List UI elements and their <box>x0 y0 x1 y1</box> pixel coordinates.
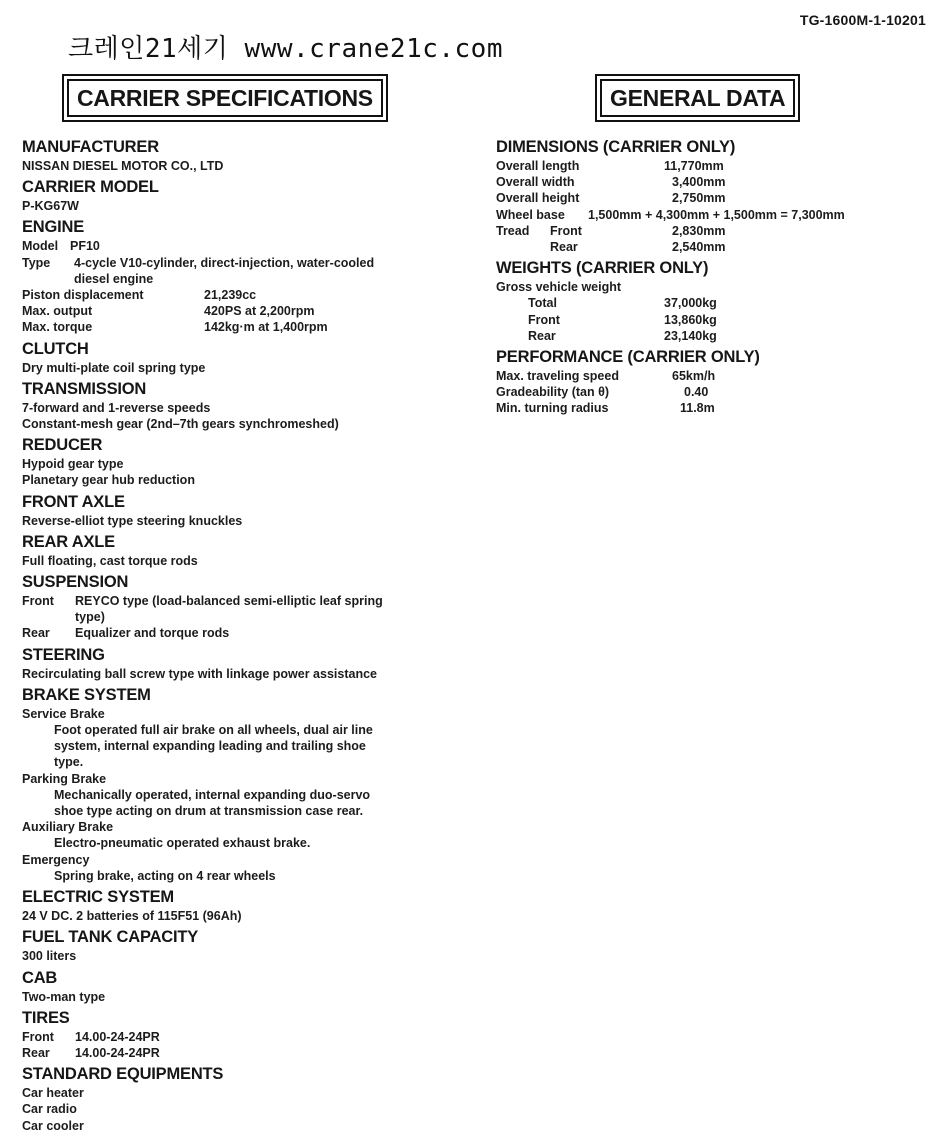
brake-description: Foot operated full air brake on all wheels, dual air line <box>54 723 373 738</box>
spec-value: 11,770mm <box>664 159 724 173</box>
tires-rear-row <box>22 1045 452 1061</box>
spec-value: 2,830mm <box>672 223 726 238</box>
spec-label: Total <box>528 296 557 311</box>
steering-section <box>22 645 452 682</box>
spec-label: Rear <box>22 626 50 641</box>
suspension-front-row-cont <box>22 609 452 625</box>
document-code: TG-1600M-1-10201 <box>799 12 926 28</box>
spec-value: 11.8m <box>680 401 715 416</box>
section-heading: STANDARD EQUIPMENTS <box>22 1065 224 1084</box>
spec-label: Gross vehicle weight <box>496 280 622 295</box>
section-heading: CARRIER MODEL <box>22 178 159 197</box>
spacer <box>496 239 550 255</box>
weights-section <box>496 258 916 344</box>
spec-value: Equalizer and torque rods <box>75 626 230 641</box>
spec-label: Wheel base <box>496 207 565 222</box>
spec-sub-label: Front <box>550 223 582 238</box>
cab-section <box>22 968 452 1005</box>
spec-value: 23,140kg <box>664 328 717 343</box>
suspension-front-row <box>22 593 452 609</box>
spec-value: 2,540mm <box>672 240 726 255</box>
rear-axle-value: Full floating, cast torque rods <box>22 553 198 568</box>
reducer-line: Hypoid gear type <box>22 457 124 472</box>
overall-length-row <box>496 158 916 174</box>
weight-total-row <box>496 295 916 311</box>
spec-label: Rear <box>528 328 556 343</box>
spec-label: Overall length <box>496 159 580 173</box>
section-heading: REDUCER <box>22 436 103 455</box>
front-axle-value: Reverse-elliot type steering knuckles <box>22 513 243 528</box>
spec-value: 21,239cc <box>204 288 257 303</box>
general-data-title: GENERAL DATA <box>600 79 795 117</box>
spacer <box>22 271 74 287</box>
turning-radius-row <box>496 400 916 416</box>
clutch-section <box>22 339 452 376</box>
section-heading: ELECTRIC SYSTEM <box>22 888 174 907</box>
spec-value: 14.00-24-24PR <box>75 1045 160 1060</box>
spec-label: Piston displacement <box>22 288 144 303</box>
clutch-value: Dry multi-plate coil spring type <box>22 360 206 375</box>
spec-label: Front <box>22 1029 54 1044</box>
transmission-line: 7-forward and 1-reverse speeds <box>22 400 211 415</box>
engine-model-row <box>22 238 452 254</box>
spec-sub-label: Rear <box>550 240 578 255</box>
engine-type-row-cont <box>22 271 452 287</box>
brake-description: Spring brake, acting on 4 rear wheels <box>54 868 276 883</box>
general-data-column <box>496 134 916 417</box>
overall-width-row <box>496 174 916 190</box>
brake-sub-label: Auxiliary Brake <box>22 820 114 835</box>
section-heading: WEIGHTS (CARRIER ONLY) <box>496 259 709 278</box>
spec-value: REYCO type (load-balanced semi-elliptic leaf spring <box>75 594 383 609</box>
list-item: Car heater <box>22 1086 84 1101</box>
spec-label: Tread <box>496 223 530 238</box>
section-heading: PERFORMANCE (CARRIER ONLY) <box>496 348 760 367</box>
dimensions-section <box>496 137 916 255</box>
section-heading: DIMENSIONS (CARRIER ONLY) <box>496 138 736 156</box>
engine-output-row <box>22 303 452 319</box>
section-heading: FUEL TANK CAPACITY <box>22 928 199 947</box>
transmission-line: Constant-mesh gear (2nd–7th gears synchromeshed) <box>22 417 339 432</box>
weight-front-row <box>496 312 916 328</box>
weight-rear-row <box>496 328 916 344</box>
carrier-specifications-title: CARRIER SPECIFICATIONS <box>67 79 383 117</box>
rear-axle-section <box>22 532 452 569</box>
list-item: Car radio <box>22 1102 77 1117</box>
spec-label: Type <box>22 255 51 270</box>
section-heading: FRONT AXLE <box>22 492 125 511</box>
spec-value: 0.40 <box>684 385 709 400</box>
section-heading: MANUFACTURER <box>22 138 159 156</box>
brake-description: system, internal expanding leading and trailing shoe <box>54 739 366 754</box>
steering-value: Recirculating ball screw type with linkage power assistance <box>22 666 377 681</box>
section-heading: BRAKE SYSTEM <box>22 685 151 704</box>
spec-value: 3,400mm <box>672 175 726 190</box>
spec-value: type) <box>75 610 105 625</box>
spec-label: Min. turning radius <box>496 401 609 416</box>
section-heading: STEERING <box>22 645 105 664</box>
spec-label: Rear <box>22 1045 50 1060</box>
spec-label: Front <box>22 594 54 609</box>
brake-description: shoe type acting on drum at transmission case rear. <box>54 804 364 819</box>
spec-value: 14.00-24-24PR <box>75 1029 160 1044</box>
suspension-rear-row <box>22 625 452 641</box>
reducer-section <box>22 435 452 488</box>
front-axle-section <box>22 492 452 529</box>
brake-description: Electro-pneumatic operated exhaust brake. <box>54 836 311 851</box>
performance-section <box>496 347 916 417</box>
spec-value: diesel engine <box>74 271 154 286</box>
max-speed-row <box>496 368 916 384</box>
spec-label: Max. traveling speed <box>496 369 619 384</box>
electric-system-section <box>22 887 452 924</box>
brake-sub-label: Service Brake <box>22 706 105 721</box>
brake-description: type. <box>54 755 84 770</box>
spec-value: 2,750mm <box>672 191 726 206</box>
carrier-model-value: P-KG67W <box>22 199 79 214</box>
engine-section <box>22 217 452 335</box>
spec-label: Gradeability (tan θ) <box>496 385 610 400</box>
overall-height-row <box>496 190 916 206</box>
spec-label: Overall height <box>496 191 580 206</box>
fuel-tank-value: 300 liters <box>22 949 77 964</box>
spec-label: Max. torque <box>22 320 93 335</box>
spec-label: Model <box>22 239 59 254</box>
tread-rear-row <box>496 239 916 255</box>
section-heading: SUSPENSION <box>22 573 129 592</box>
spec-label: Overall width <box>496 175 575 190</box>
carrier-model-section <box>22 177 452 214</box>
spacer <box>22 609 75 625</box>
brake-sub-label: Emergency <box>22 852 90 867</box>
spec-value: 1,500mm + 4,300mm + 1,500mm = 7,300mm <box>588 207 845 222</box>
manufacturer-section <box>22 137 452 174</box>
engine-type-row <box>22 255 452 271</box>
brake-sub-label: Parking Brake <box>22 771 107 786</box>
section-heading: TRANSMISSION <box>22 379 147 398</box>
general-data-title-box <box>595 74 800 122</box>
transmission-section <box>22 379 452 432</box>
standard-equipments-section <box>22 1064 452 1134</box>
cab-value: Two-man type <box>22 989 106 1004</box>
electric-system-value: 24 V DC. 2 batteries of 115F51 (96Ah) <box>22 909 242 924</box>
fuel-tank-section <box>22 927 452 964</box>
manufacturer-value: NISSAN DIESEL MOTOR CO., LTD <box>22 159 224 173</box>
wheel-base-row <box>496 207 916 223</box>
tires-front-row <box>22 1029 452 1045</box>
list-item: Car cooler <box>22 1118 84 1133</box>
suspension-section <box>22 572 452 642</box>
gradeability-row <box>496 384 916 400</box>
engine-displacement-row <box>22 287 452 303</box>
spec-value: 13,860kg <box>664 312 717 327</box>
spec-value: 37,000kg <box>664 296 717 311</box>
carrier-specifications-column <box>22 134 452 1134</box>
brake-description: Mechanically operated, internal expanding duo-servo <box>54 787 371 802</box>
spec-value: PF10 <box>70 239 100 254</box>
spec-value: 420PS at 2,200rpm <box>204 304 315 319</box>
spec-label: Front <box>528 312 560 327</box>
section-heading: REAR AXLE <box>22 532 115 551</box>
engine-torque-row <box>22 319 452 335</box>
reducer-line: Planetary gear hub reduction <box>22 473 195 488</box>
carrier-specifications-title-box <box>62 74 388 122</box>
spec-label: Max. output <box>22 304 93 319</box>
brake-system-section <box>22 685 452 884</box>
section-heading: TIRES <box>22 1008 70 1027</box>
spec-value: 65km/h <box>672 369 716 384</box>
spec-value: 142kg·m at 1,400rpm <box>204 320 328 335</box>
spec-value: 4-cycle V10-cylinder, direct-injection, water-cooled <box>74 255 375 270</box>
section-heading: CAB <box>22 968 58 987</box>
watermark-text: 크레인21세기 www.crane21c.com <box>68 34 503 64</box>
tread-front-row <box>496 223 916 239</box>
section-heading: CLUTCH <box>22 339 89 358</box>
section-heading: ENGINE <box>22 218 85 237</box>
tires-section <box>22 1008 452 1061</box>
